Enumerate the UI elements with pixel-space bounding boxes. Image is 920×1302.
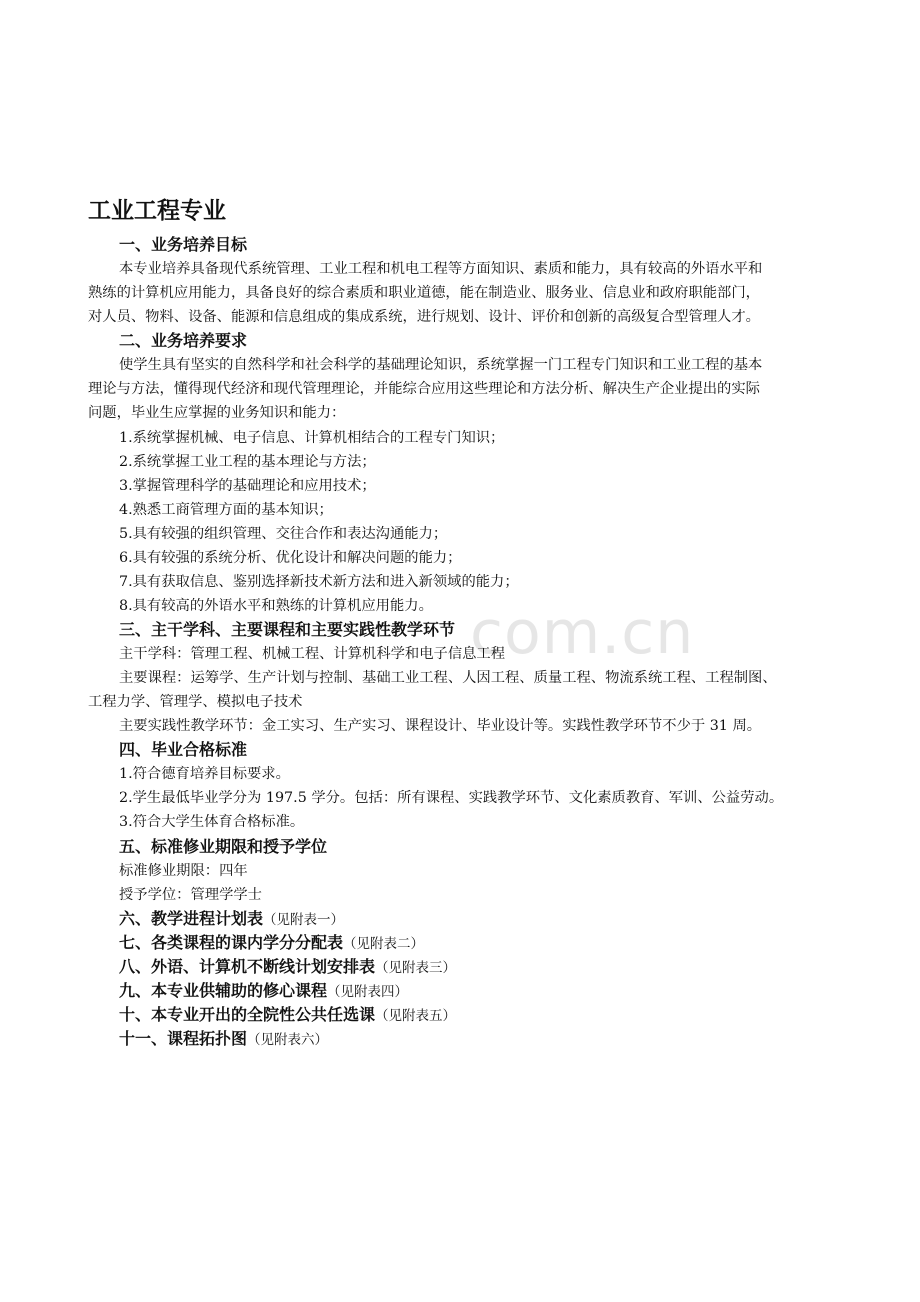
requirement-item: 1.系统掌握机械、电子信息、计算机相结合的工程专门知识； <box>119 430 505 446</box>
section-heading-auxiliary-courses <box>119 980 408 1003</box>
section-heading-language-computer-plan <box>119 956 456 979</box>
watermark: com.cn <box>470 598 695 668</box>
section-heading-teaching-plan <box>119 908 344 931</box>
appendix-note: （见附表三） <box>375 960 457 976</box>
appendix-note: （见附表五） <box>375 1008 457 1024</box>
graduation-item: 2.学生最低毕业学分为 197.5 学分。包括：所有课程、实践教学环节、文化素质教育、军训、公益劳动。 <box>119 790 784 806</box>
appendix-note: （见附表二） <box>343 936 425 952</box>
main-disciplines: 主干学科：管理工程、机械工程、计算机科学和电子信息工程 <box>119 646 506 662</box>
practice-links: 主要实践性教学环节：金工实习、生产实习、课程设计、毕业设计等。实践性教学环节不少于 31 周。 <box>119 718 762 734</box>
paragraph-line: 本专业培养具备现代系统管理、工业工程和机电工程等方面知识、素质和能力，具有较高的外语水平和 <box>119 261 763 277</box>
appendix-note: （见附表四） <box>327 984 409 1000</box>
paragraph-line: 对人员、物料、设备、能源和信息组成的集成系统，进行规划、设计、评价和创新的高级复合型管理人才。 <box>88 309 760 325</box>
appendix-note: （见附表六） <box>247 1032 329 1048</box>
paragraph-line: 熟练的计算机应用能力，具备良好的综合素质和职业道德，能在制造业、服务业、信息业和政府职能部门， <box>88 285 760 301</box>
heading-text: 八、外语、计算机不断线计划安排表 <box>119 957 376 976</box>
section-heading-graduation: 四、毕业合格标准 <box>119 740 248 759</box>
heading-text: 七、各类课程的课内学分分配表 <box>119 933 344 952</box>
main-courses-line: 主要课程：运筹学、生产计划与控制、基础工业工程、人因工程、质量工程、物流系统工程、工程制图、 <box>119 670 777 686</box>
requirement-item: 8.具有较高的外语水平和熟练的计算机应用能力。 <box>119 598 433 614</box>
requirement-item: 3.掌握管理科学的基础理论和应用技术； <box>119 478 376 494</box>
requirement-item: 4.熟悉工商管理方面的基本知识； <box>119 502 333 518</box>
heading-text: 十、本专业开出的全院性公共任选课 <box>119 1005 376 1024</box>
section-heading-curriculum: 三、主干学科、主要课程和主要实践性教学环节 <box>119 620 456 639</box>
degree-awarded: 授予学位：管理学学士 <box>119 887 262 903</box>
document-title: 工业工程专业 <box>88 198 226 224</box>
paragraph-line: 使学生具有坚实的自然科学和社会科学的基础理论知识，系统掌握一门工程专门知识和工业工程的基本 <box>119 357 763 373</box>
paragraph-line: 理论与方法，懂得现代经济和现代管理理论，并能综合应用这些理论和方法分析、解决生产企业提出的实际 <box>88 381 760 397</box>
main-courses-line: 工程力学、管理学、模拟电子技术 <box>88 694 303 710</box>
requirement-item: 6.具有较强的系统分析、优化设计和解决问题的能力； <box>119 550 462 566</box>
section-heading-training-goal: 一、业务培养目标 <box>119 235 248 254</box>
appendix-note: （见附表一） <box>263 912 345 928</box>
section-heading-public-electives <box>119 1004 456 1027</box>
requirement-item: 5.具有较强的组织管理、交往合作和表达沟通能力； <box>119 526 448 542</box>
graduation-item: 3.符合大学生体育合格标准。 <box>119 814 305 830</box>
requirement-item: 7.具有获取信息、鉴别选择新技术新方法和进入新领域的能力； <box>119 574 519 590</box>
study-duration: 标准修业期限：四年 <box>119 863 248 879</box>
section-heading-degree: 五、标准修业期限和授予学位 <box>119 837 328 856</box>
section-heading-credit-distribution <box>119 932 424 955</box>
heading-text: 十一、课程拓扑图 <box>119 1029 248 1048</box>
section-heading-course-topology <box>119 1028 328 1051</box>
heading-text: 六、教学进程计划表 <box>119 909 264 928</box>
heading-text: 九、本专业供辅助的修心课程 <box>119 981 328 1000</box>
paragraph-line: 问题，毕业生应掌握的业务知识和能力： <box>88 405 346 421</box>
graduation-item: 1.符合德育培养目标要求。 <box>119 766 290 782</box>
section-heading-training-requirements: 二、业务培养要求 <box>119 331 248 350</box>
requirement-item: 2.系统掌握工业工程的基本理论与方法； <box>119 454 376 470</box>
